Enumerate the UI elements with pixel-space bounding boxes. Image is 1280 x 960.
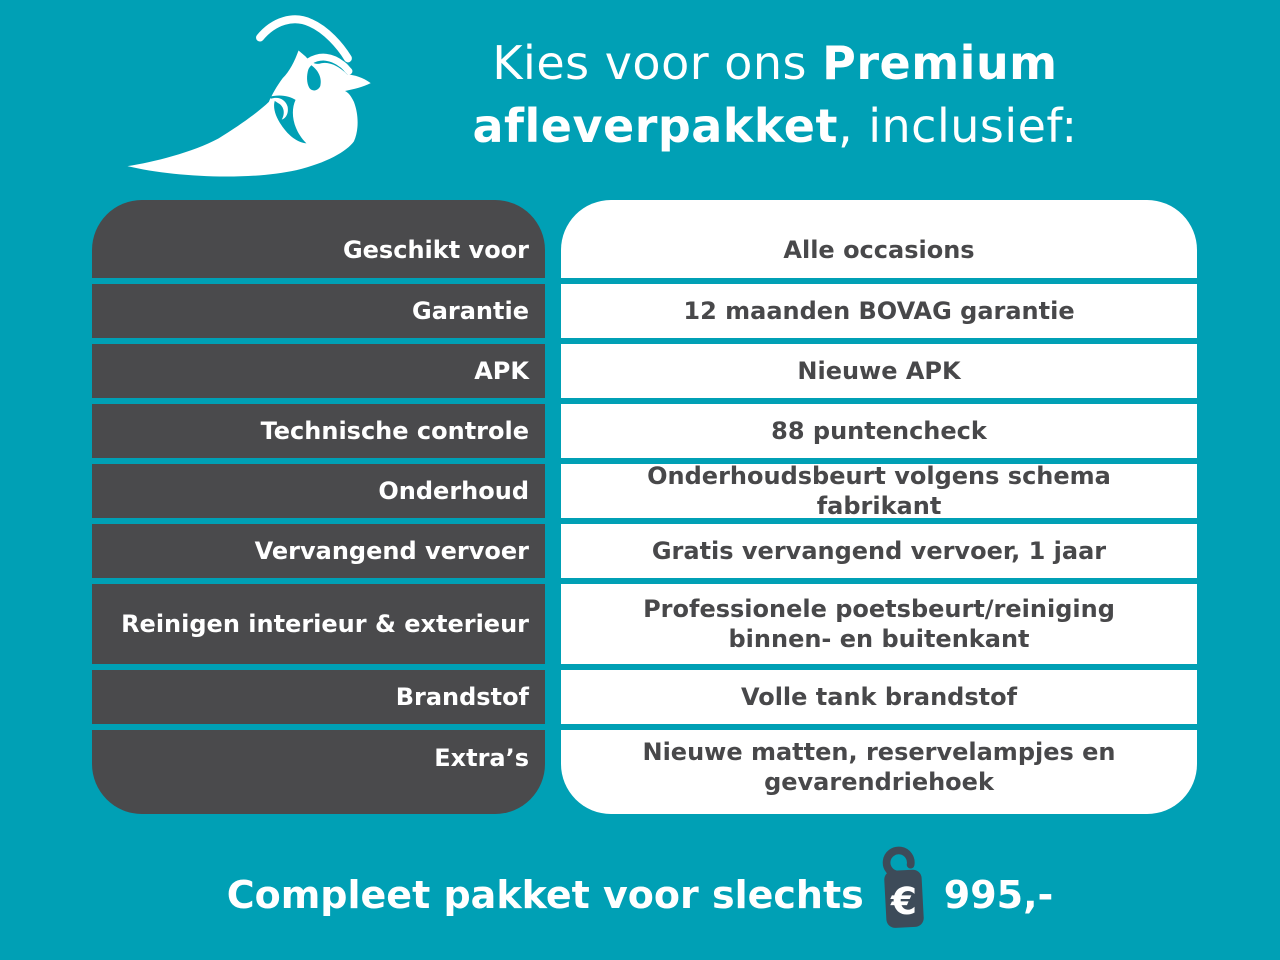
price-tag-icon — [878, 846, 930, 934]
row-value — [561, 730, 1197, 814]
price-line — [0, 840, 1280, 950]
row-label: Brandstof — [92, 670, 545, 724]
row-value — [561, 404, 1197, 458]
row-value — [561, 670, 1197, 724]
page-title — [420, 32, 1130, 158]
row-label: Vervangend vervoer — [92, 524, 545, 578]
row-value — [561, 584, 1197, 664]
row-value — [561, 464, 1197, 518]
row-value-text: Gratis vervangend vervoer, 1 jaar — [651, 537, 1107, 565]
row-value — [561, 284, 1197, 338]
row-label: Onderhoud — [92, 464, 545, 518]
title-line-2: afleverpakket, inclusief: — [472, 99, 1078, 153]
row-label: Reinigen interieur & exterieur — [92, 584, 545, 664]
row-label: Technische controle — [92, 404, 545, 458]
lapwing-bird-logo-icon — [112, 2, 402, 180]
row-value-text: Professionele poetsbeurt/reiniging binnen- en buitenkant — [643, 595, 1115, 653]
row-value — [561, 524, 1197, 578]
package-labels-column — [92, 200, 545, 814]
row-label: Garantie — [92, 284, 545, 338]
row-value-text: Nieuwe matten, reservelampjes en gevarendriehoek — [642, 738, 1116, 796]
row-label: Extra’s — [92, 730, 545, 814]
euro-icon: € — [890, 879, 917, 924]
title-line-1: Kies voor ons Premium — [492, 36, 1058, 90]
row-value-text: 12 maanden BOVAG garantie — [683, 297, 1075, 325]
package-values-column — [561, 200, 1197, 814]
row-value-text: Volle tank brandstof — [740, 683, 1018, 711]
package-table — [92, 200, 1197, 814]
row-label: APK — [92, 344, 545, 398]
row-value-text: 88 puntencheck — [771, 417, 987, 445]
row-value — [561, 344, 1197, 398]
row-value-text: Onderhoudsbeurt volgens schema fabrikant — [647, 462, 1111, 520]
row-value — [561, 200, 1197, 278]
row-value-text: Alle occasions — [783, 236, 975, 264]
bird-body — [127, 50, 370, 176]
row-value-text: Nieuwe APK — [797, 357, 961, 385]
row-label: Geschikt voor — [92, 200, 545, 278]
bird-crest-long — [260, 19, 348, 58]
footer-text: Compleet pakket voor slechts — [226, 873, 864, 917]
price-text: 995,- — [943, 873, 1054, 917]
